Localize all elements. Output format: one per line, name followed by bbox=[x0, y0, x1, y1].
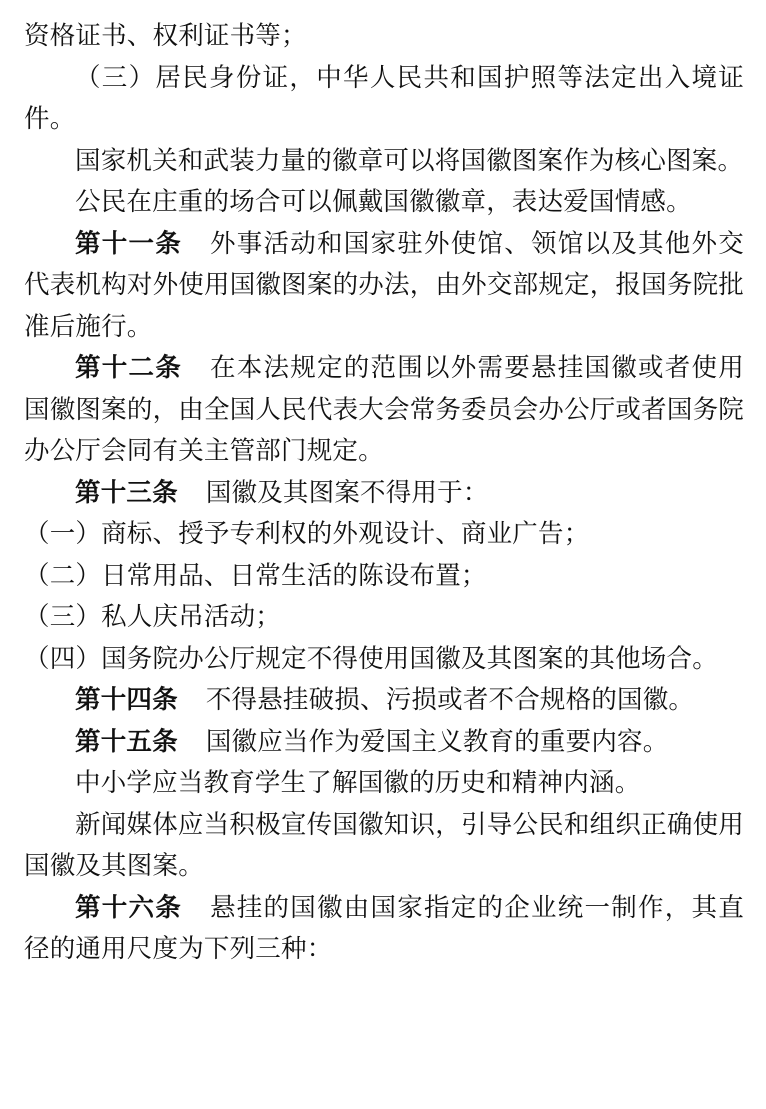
article-16 bbox=[24, 888, 744, 971]
paragraph bbox=[24, 763, 744, 805]
paragraph-text: 国家机关和武装力量的徽章可以将国徽图案作为核心图案。 bbox=[75, 145, 744, 176]
paragraph-text: 国徽应当作为爱国主义教育的重要内容。 bbox=[205, 726, 669, 757]
article-heading: 第十二条 bbox=[75, 353, 183, 383]
paragraph-text: （四）国务院办公厅规定不得使用国徽及其图案的其他场合。 bbox=[24, 643, 718, 674]
article-13 bbox=[24, 473, 744, 515]
paragraph-text: 公民在庄重的场合可以佩戴国徽徽章，表达爱国情感。 bbox=[75, 187, 692, 217]
paragraph-text: 在本法规定的范围以外需要悬挂国徽或者使用国徽图案的，由全国人民代表大会常务委员会办公厅或者国务院办公厅会同有关主管部门规定。 bbox=[24, 353, 744, 466]
article-12 bbox=[24, 348, 744, 473]
paragraph bbox=[24, 16, 744, 58]
article-heading: 第十六条 bbox=[75, 892, 183, 923]
article-11 bbox=[24, 224, 744, 349]
paragraph-text: 悬挂的国徽由国家指定的企业统一制作，其直径的通用尺度为下列三种： bbox=[24, 892, 744, 964]
document-page bbox=[24, 16, 744, 971]
paragraph-text: 国徽及其图案不得用于： bbox=[205, 477, 489, 508]
article-15 bbox=[24, 722, 744, 764]
paragraph-text: 不得悬挂破损、污损或者不合规格的国徽。 bbox=[205, 685, 695, 715]
article-heading: 第十五条 bbox=[75, 726, 178, 757]
paragraph bbox=[24, 182, 744, 224]
paragraph-text: （三）私人庆吊活动； bbox=[24, 602, 282, 632]
paragraph bbox=[24, 805, 744, 888]
article-14 bbox=[24, 680, 744, 722]
paragraph-text: （二）日常用品、日常生活的陈设布置； bbox=[24, 560, 487, 591]
paragraph bbox=[24, 58, 744, 141]
article-heading: 第十三条 bbox=[75, 477, 178, 508]
article-heading: 第十四条 bbox=[75, 685, 178, 715]
paragraph bbox=[24, 141, 744, 183]
list-item bbox=[24, 597, 744, 639]
paragraph-text: 中小学应当教育学生了解国徽的历史和精神内涵。 bbox=[75, 768, 641, 798]
article-heading: 第十一条 bbox=[75, 228, 183, 259]
paragraph-text: 资格证书、权利证书等； bbox=[24, 21, 307, 51]
paragraph-text: 外事活动和国家驻外使馆、领馆以及其他外交代表机构对外使用国徽图案的办法，由外交部规定，报国务院批准后施行。 bbox=[24, 228, 744, 342]
list-item bbox=[24, 639, 744, 681]
paragraph-text: 新闻媒体应当积极宣传国徽知识，引导公民和组织正确使用国徽及其图案。 bbox=[24, 809, 744, 881]
list-item bbox=[24, 514, 744, 556]
list-item bbox=[24, 556, 744, 598]
paragraph-text: （一）商标、授予专利权的外观设计、商业广告； bbox=[24, 519, 590, 549]
paragraph-text: （三）居民身份证，中华人民共和国护照等法定出入境证件。 bbox=[24, 62, 744, 134]
